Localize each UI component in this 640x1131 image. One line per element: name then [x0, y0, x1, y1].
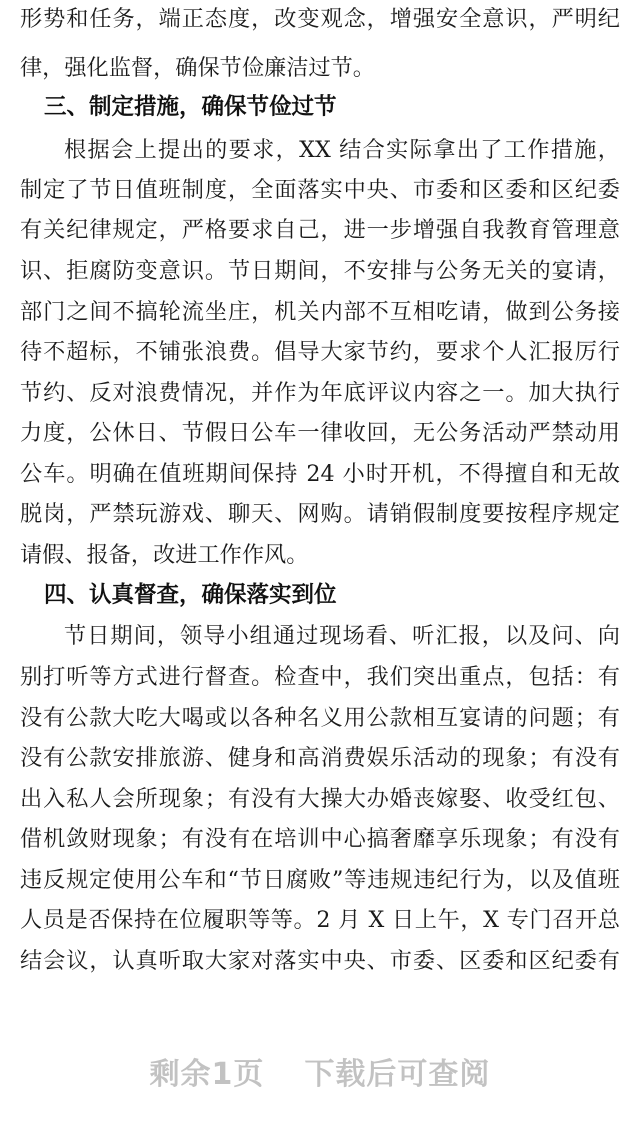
paragraph-line: 有关纪律规定，严格要求自己，进一步增强自我教育管理意 [20, 217, 620, 243]
paragraph-line: 制定了节日值班制度，全面落实中央、市委和区委和区纪委 [20, 177, 620, 203]
paragraph-line: 公车。明确在值班期间保持 24 小时开机，不得擅自和无故 [20, 461, 620, 487]
download-hint-text: 下载后可查阅 [304, 1057, 491, 1092]
paragraph-line: 识、拒腐防变意识。节日期间，不安排与公务无关的宴请， [20, 258, 620, 284]
paragraph-line: 待不超标，不铺张浪费。倡导大家节约，要求个人汇报厉行 [20, 339, 620, 365]
paragraph-line: 节日期间，领导小组通过现场看、听汇报，以及问、向 [64, 623, 620, 649]
paragraph-line: 请假、报备，改进工作作风。 [20, 542, 309, 568]
section-heading-4: 四、认真督查，确保落实到位 [44, 582, 337, 608]
paragraph-line: 部门之间不搞轮流坐庄，机关内部不互相吃请，做到公务接 [20, 299, 620, 325]
paragraph-line: 借机敛财现象；有没有在培训中心搞奢靡享乐现象；有没有 [20, 826, 620, 852]
paragraph-line: 没有公款大吃大喝或以各种名义用公款相互宴请的问题；有 [20, 705, 620, 731]
paragraph-line: 人员是否保持在位履职等等。2 月 X 日上午，X 专门召开总 [20, 907, 620, 933]
paragraph-line: 节约、反对浪费情况，并作为年底评议内容之一。加大执行 [20, 380, 620, 406]
paragraph-line: 律，强化监督，确保节俭廉洁过节。 [20, 55, 375, 81]
section-heading-3: 三、制定措施，确保节俭过节 [44, 94, 337, 120]
paragraph-line: 力度，公休日、节假日公车一律收回，无公务活动严禁动用 [20, 420, 620, 446]
paragraph-line: 别打听等方式进行督查。检查中，我们突出重点，包括：有 [20, 664, 620, 690]
paragraph-line: 出入私人会所现象；有没有大操大办婚丧嫁娶、收受红包、 [20, 786, 620, 812]
paragraph-line: 形势和任务，端正态度，改变观念，增强安全意识，严明纪 [20, 6, 620, 32]
download-prompt[interactable] [0, 1049, 640, 1093]
paragraph-line: 脱岗，严禁玩游戏、聊天、网购。请销假制度要按程序规定 [20, 501, 620, 527]
paragraph-line: 结会议，认真听取大家对落实中央、市委、区委和区纪委有 [20, 948, 620, 974]
paragraph-line: 违反规定使用公车和“节日腐败”等违规违纪行为，以及值班 [20, 867, 620, 893]
remaining-pages-text: 剩余1页 [149, 1057, 265, 1092]
paragraph-line: 根据会上提出的要求，XX 结合实际拿出了工作措施， [64, 137, 620, 163]
paragraph-line: 没有公款安排旅游、健身和高消费娱乐活动的现象；有没有 [20, 745, 620, 771]
